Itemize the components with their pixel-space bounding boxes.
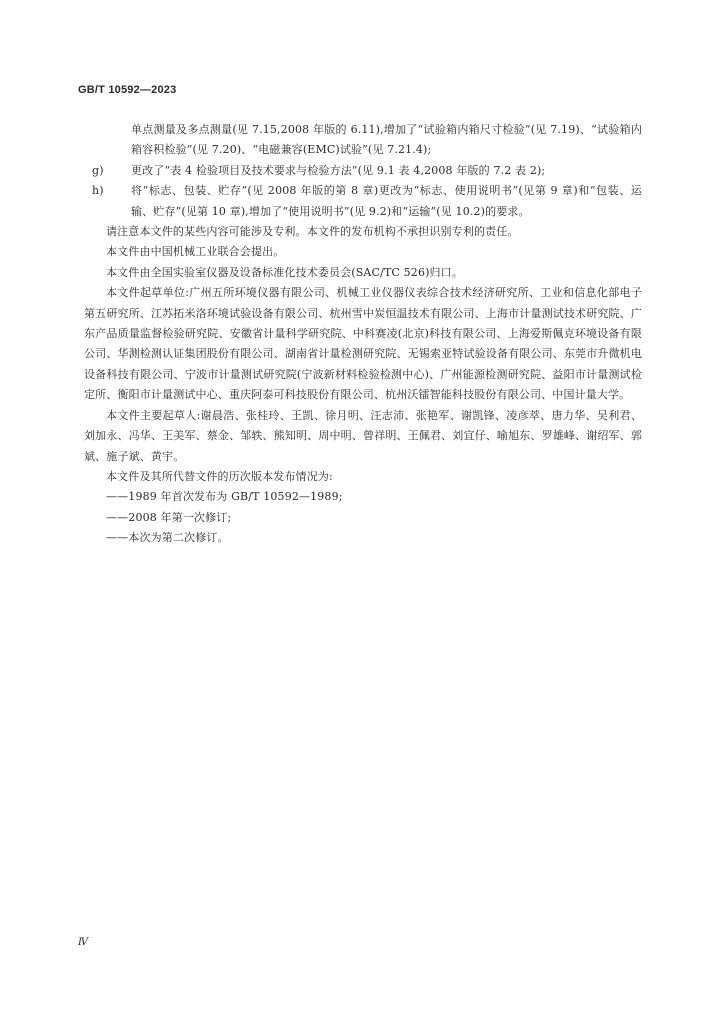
history-item: ——本次为第二次修订。 bbox=[106, 531, 229, 545]
drafters: 本文件主要起草人:谢晨浩、张桂玲、王凯、徐月明、汪志沛、张艳军、谢凯锋、凌彦萃、唐力华、吴利君、刘加永、冯华、王美军、蔡金、邹轶、熊知明、周中明、曾祥明、王佩君、刘宜仔、喻旭东、罗雄峰、谢绍军、郭斌、施子斌、黄宇。 bbox=[84, 408, 642, 463]
page-number: Ⅳ bbox=[78, 937, 88, 948]
list-item-h-text: 将“标志、包装、贮存”(见 2008 年版的第 8 章)更改为“标志、使用说明书”(见第 9 章)和“包装、运输、贮存”(见第 10 章),增加了“使用说明书”(见 9.2)和“运输”(见 10.2)的要求。 bbox=[131, 184, 642, 218]
item-f-continuation: 单点测量及多点测量(见 7.15,2008 年版的 6.11),增加了“试验箱内箱尺寸检验”(见 7.19)、“试验箱内箱容积检验”(见 7.20)、“电磁兼容(EMC)试验”(见 7.21.4); bbox=[131, 123, 642, 157]
patent-notice: 请注意本文件的某些内容可能涉及专利。本文件的发布机构不承担识别专利的责任。 bbox=[106, 225, 519, 239]
foreword-body bbox=[84, 120, 642, 549]
list-item-g-text: 更改了“表 4 检验项目及技术要求与检验方法”(见 9.1 表 4,2008 年版的 7.2 表 2); bbox=[131, 163, 546, 177]
list-item-g bbox=[84, 161, 642, 181]
history-intro: 本文件及其所代替文件的历次版本发布情况为: bbox=[106, 469, 333, 483]
proposed-by: 本文件由中国机械工业联合会提出。 bbox=[106, 245, 285, 259]
history-item: ——2008 年第一次修订; bbox=[106, 510, 232, 524]
list-item-h bbox=[84, 181, 642, 222]
drafting-units: 本文件起草单位:广州五所环境仪器有限公司、机械工业仪器仪表综合技术经济研究所、工业和信息化部电子第五研究所、江苏拓米洛环境试验设备有限公司、杭州雪中炭恒温技术有限公司、上海市计量测试技术研究院、广东产品质量监督检验研究院、安徽省计量科学研究院、中科赛凌(北京)科技有限公司、上海爱斯佩克环境设备有限公司、华测检测认证集团股份有限公司、湖南省计量检测研究院、无锡索亚特试验设备有限公司、东莞市升微机电设备科技有限公司、宁波市计量测试研究院(宁波新材料检验检测中心)、广州能源检测研究院、益阳市计量测试检定所、衡阳市计量测试中心、重庆阿泰可科技股份有限公司、杭州沃镭智能科技股份有限公司、中国计量大学。 bbox=[84, 286, 642, 402]
list-marker-g: g) bbox=[92, 163, 104, 177]
list-marker-h: h) bbox=[92, 184, 104, 198]
standard-number-header: GB/T 10592—2023 bbox=[78, 84, 177, 96]
history-item: ——1989 年首次发布为 GB/T 10592—1989; bbox=[106, 490, 343, 504]
centralized-by: 本文件由全国实验室仪器及设备标准化技术委员会(SAC/TC 526)归口。 bbox=[106, 265, 463, 279]
